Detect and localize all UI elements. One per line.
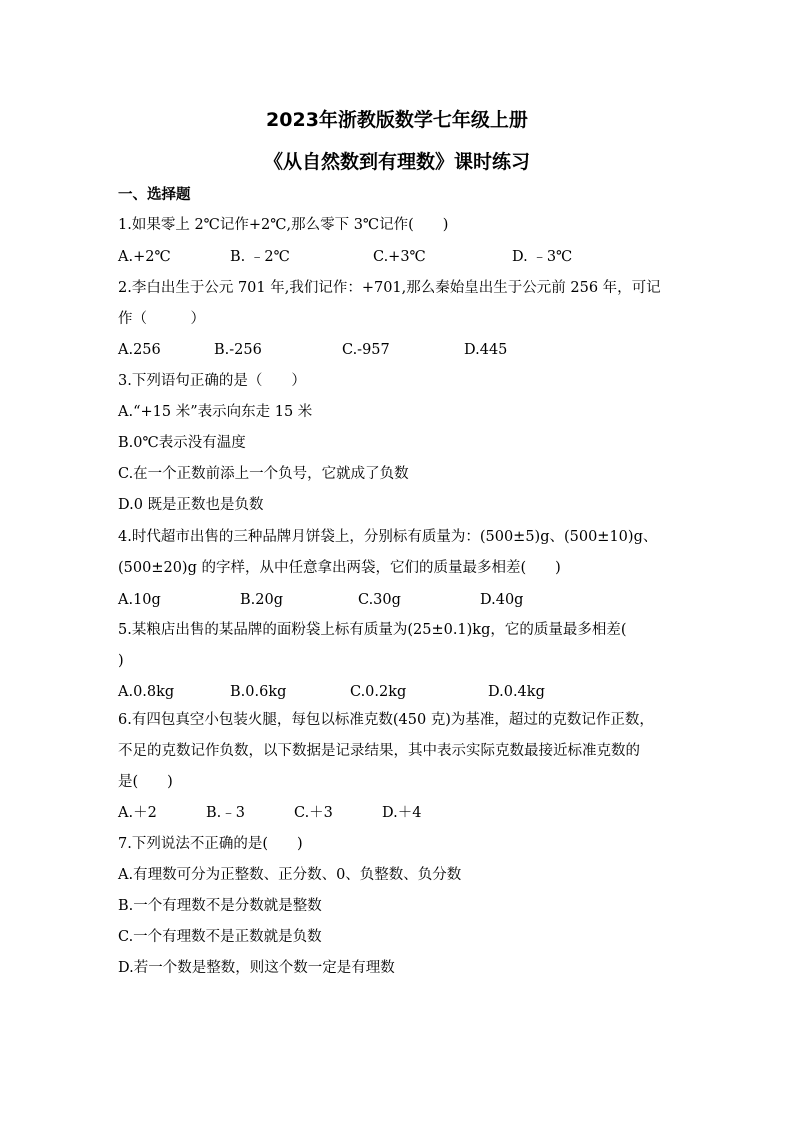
question-4-stem-line-2: (500±20)g 的字样，从中任意拿出两袋，它们的质量最多相差( ) xyxy=(118,560,561,576)
question-1-option-d: D. ﹣3℃ xyxy=(512,249,573,265)
question-5-stem-line-2: ) xyxy=(118,653,124,669)
question-5-stem-line-1: 5.某粮店出售的某品牌的面粉袋上标有质量为(25±0.1)kg，它的质量最多相差( xyxy=(118,622,627,638)
question-1-option-c: C.+3℃ xyxy=(373,249,426,265)
question-6-stem-line-3: 是( ) xyxy=(118,774,173,790)
question-2-option-c: C.-957 xyxy=(342,342,390,358)
question-6-option-d: D.＋4 xyxy=(382,805,422,821)
page-subtitle: 《从自然数到有理数》课时练习 xyxy=(263,151,530,173)
question-7-option-d: D.若一个数是整数，则这个数一定是有理数 xyxy=(118,960,395,976)
question-6-stem-line-1: 6.有四包真空小包装火腿，每包以标准克数(450 克)为基准，超过的克数记作正数， xyxy=(118,712,654,728)
question-3-option-d: D.0 既是正数也是负数 xyxy=(118,497,264,513)
question-4-option-c: C.30g xyxy=(358,592,401,608)
question-7-stem: 7.下列说法不正确的是( ) xyxy=(118,836,303,852)
question-2-option-b: B.-256 xyxy=(214,342,262,358)
question-5-option-a: A.0.8kg xyxy=(118,684,175,700)
question-4-option-a: A.10g xyxy=(118,592,161,608)
question-6-option-b: B.﹣3 xyxy=(206,805,245,821)
question-1-option-a: A.+2℃ xyxy=(118,249,171,265)
question-1-option-b: B. ﹣2℃ xyxy=(230,249,290,265)
question-5-option-b: B.0.6kg xyxy=(230,684,287,700)
question-3-option-c: C.在一个正数前添上一个负号，它就成了负数 xyxy=(118,466,409,482)
question-5-option-c: C.0.2kg xyxy=(350,684,407,700)
question-4-stem-line-1: 4.时代超市出售的三种品牌月饼袋上，分别标有质量为：(500±5)g、(500±10)g、 xyxy=(118,529,658,545)
question-2-option-d: D.445 xyxy=(464,342,508,358)
question-6-option-a: A.＋2 xyxy=(118,805,157,821)
question-6-stem-line-2: 不足的克数记作负数，以下数据是记录结果，其中表示实际克数最接近标准克数的 xyxy=(118,743,640,759)
question-3-stem: 3.下列语句正确的是（ ） xyxy=(118,373,306,389)
question-2-stem-line-2: 作（ ） xyxy=(118,311,205,327)
question-2-stem-line-1: 2.李白出生于公元 701 年,我们记作：+701,那么秦始皇出生于公元前 256 年，可记 xyxy=(118,280,661,296)
page-title: 2023年浙教版数学七年级上册 xyxy=(266,109,528,131)
question-7-option-a: A.有理数可分为正整数、正分数、0、负整数、负分数 xyxy=(118,867,462,883)
question-7-option-b: B.一个有理数不是分数就是整数 xyxy=(118,898,322,914)
question-7-option-c: C.一个有理数不是正数就是负数 xyxy=(118,929,322,945)
question-2-option-a: A.256 xyxy=(118,342,161,358)
question-4-option-d: D.40g xyxy=(480,592,524,608)
question-1-stem: 1.如果零上 2℃记作+2℃,那么零下 3℃记作( ) xyxy=(118,217,449,233)
section-heading: 一、选择题 xyxy=(118,187,191,203)
question-3-option-a: A.“+15 米”表示向东走 15 米 xyxy=(118,404,313,420)
question-6-option-c: C.＋3 xyxy=(294,805,333,821)
question-4-option-b: B.20g xyxy=(240,592,283,608)
question-3-option-b: B.0℃表示没有温度 xyxy=(118,435,246,451)
question-5-option-d: D.0.4kg xyxy=(488,684,545,700)
